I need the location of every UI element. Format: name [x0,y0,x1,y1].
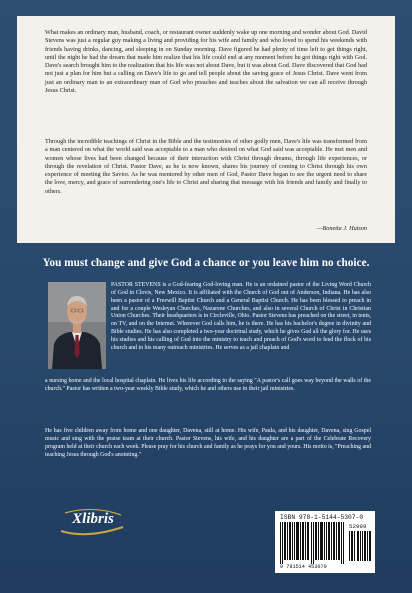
barcode-digits: 9 781514 453070 [280,564,327,570]
testimonial-paragraph-2: Through the incredible teachings of Christ in the Bible and the testimonies of other godly men, Dave's life was transformed from a man centered on what the world said was acceptable to a man who desired on what God said was acceptable. He met men and women whose lives had been changed because of their interaction with Christ through dreams, through life experiences, or through the revelation of Christ. Pastor Dave, as he is now known, shares his journey of coming to Christ through his own experience of meeting the Savior. As he was mentored by other men of God, Pastor Dave began to see the urgent need to share the love, mercy, and grace of surrendering one's life to Christ and sharing that message with his friends and family and finally to others. [45,138,367,195]
barcode-bars-main [280,522,346,564]
barcode-bars-addon [349,531,371,561]
publisher-logo-text: Xlibris [72,511,114,527]
isbn-number: ISBN 978-1-5144-5307-0 [280,514,364,521]
isbn-barcode [275,511,375,573]
testimonial-attribution: —Bonetta J. Hutson [316,225,367,232]
author-bio-continued: a nursing home and the local hospital chaplain. He lives his life according to the saying "A pastor's call goes way beyond the walls of the church." Pastor has written a two-year weekly Bible study, which he and others use in their jail ministries. [45,378,371,392]
author-bio-main: PASTOR STEVENS is a God-fearing God-loving man. He is an ordained pastor of the Living Word Church of God in Clovis, New Mexico. It is affiliated with the Church of God out of Anderson, Indiana. He has also been a pastor of a Freewill Baptist Church and a General Baptist Church. He has been blessed to preach in and for a couple Wesleyan Churches, Nazarene Churches, and also in several Church of Christ in Christian Union Churches. Their headquarters is in Circleville, Ohio. Pastor Stevens has preached on the street, in tents, on TV, and on the Internet. Wherever God calls him, he is there. He has his bachelor's degree in divinity and Bible studies. He has also completed a two-year doctrinal study, which he gives God all the glory for. He uses his studies and his calling of God into the ministry to teach and preach of God's word to feed the flock of his church and in his many outreach ministries. He serves as a jail chaplain and [111,282,371,351]
author-bio-family: He has five children away from home and one daughter, Davena, still at home. His wife, Paula, and his daughter, Davena, sing Gospel music and sing with the praise team at their church. Pastor Stevens, his wife, and his daughter are a part of the Celebrate Recovery program held at their church each week. Please pray for his church and family as he prays for you and yours. His motto is, "Preaching and teaching Jesus through God's anointing." [45,428,371,458]
price-code: 52999 [349,523,367,530]
testimonial-paragraph-1: What makes an ordinary man, husband, coach, or restaurant owner suddenly wake up one morning and wonder about God. David Stevens was just a regular guy making a living and providing for his wife and family and who loved to spend his weekends with friends having drinks, dancing, and sleeping in on Sunday morning. Dave figured he had plenty of time left to get things right, until the night he had the dream that made him realize that his life could end at any moment before he got things right with God. Dave's search brought him to the realization that his life was not about Dave, but it was about God. Dave discovered that God had not just a plan for him but a calling on Dave's life to go and tell people about the saving grace of Jesus Christ. Dave went from just an ordinary man to an extraordinary man of God who preaches and teaches about the salvation we can all receive through Jesus Christ. [45,29,367,94]
tagline: You must change and give God a chance or you leave him no choice. [42,257,370,269]
author-photo [48,282,106,369]
publisher-logo [57,505,129,541]
author-portrait-image [48,282,106,369]
